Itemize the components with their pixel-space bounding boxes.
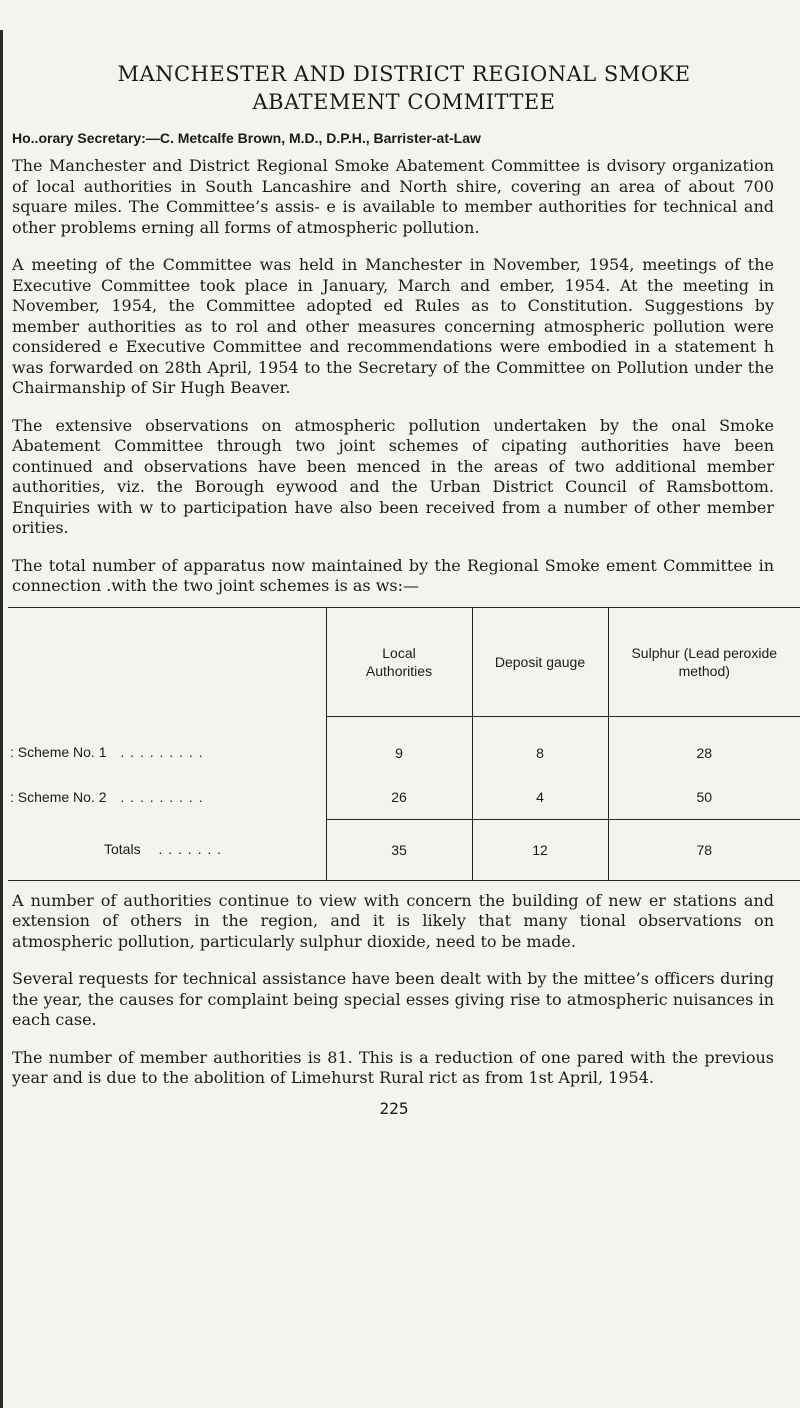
scheme-2-label: : Scheme No. 2 [10, 788, 107, 805]
row-label [8, 775, 326, 820]
scheme-1-deposit-gauge: 8 [472, 716, 608, 775]
scheme-1-sulphur: 28 [608, 716, 800, 775]
totals-sulphur: 78 [608, 819, 800, 880]
leader-dots: . . . . . . . [158, 841, 223, 858]
scheme-2-local-authorities: 26 [326, 775, 472, 820]
scheme-2-deposit-gauge: 4 [472, 775, 608, 820]
table-header-row [8, 607, 800, 716]
header-sulphur: Sulphur (Lead peroxide method) [608, 607, 800, 716]
paragraph-meetings: A meeting of the Committee was held in Manchester in November, 1954, meetings of the Executive Committee took place in January, March and ember, 1954. At the meeting in November, 1954, the Committee adopted ed Rules as to Constitution. Suggestions by member authorities as to rol and other measures concerning atmospheric pollution were considered e Executive Committee and recommendations were embodied in a statement h was forwarded on 28th April, 1954 to the Secretary of the Committee on Pollution under the Chairmanship of Sir Hugh Beaver. [12, 255, 774, 397]
header-local-authorities: Local Authorities [326, 607, 472, 716]
title-line-2: ABATEMENT COMMITTEE [252, 90, 556, 114]
paragraph-member-authorities: The number of member authorities is 81. This is a reduction of one pared with the previous year and is due to the abolition of Limehurst Rural rict as from 1st April, 1954. [12, 1047, 774, 1087]
scheme-1-label: : Scheme No. 1 [10, 744, 107, 761]
table-row [8, 716, 800, 775]
scheme-1-local-authorities: 9 [326, 716, 472, 775]
paragraph-advisory: The Manchester and District Regional Smoke Abatement Committee is dvisory organization of local authorities in South Lancashire and North shire, covering an area of about 700 square miles. The Committee’s assis- e is available to member authorities for technical and other problems erning all forms of atmospheric pollution. [12, 156, 774, 237]
totals-local-authorities: 35 [326, 819, 472, 880]
apparatus-table [8, 607, 800, 881]
row-label [8, 716, 326, 775]
table-totals-row [8, 819, 800, 880]
paragraph-power-stations: A number of authorities continue to view with concern the building of new er stations and extension of others in the region, and it is likely that many tional observations on atmospheric pollution, particularly sulphur dioxide, need to be made. [12, 890, 774, 951]
paragraph-technical-assistance: Several requests for technical assistance have been dealt with by the mittee’s officers during the year, the causes for complaint being special esses giving rise to atmospheric nuisances in each case. [12, 969, 774, 1029]
title-line-1: MANCHESTER AND DISTRICT REGIONAL SMOKE [117, 62, 691, 86]
scheme-2-sulphur: 50 [608, 775, 800, 820]
totals-label: Totals [104, 841, 141, 858]
header-empty [8, 607, 326, 716]
totals-deposit-gauge: 12 [472, 819, 608, 880]
page-number: 225 [379, 1098, 409, 1118]
leader-dots: . . . . . . . . . [120, 788, 204, 805]
leader-dots: . . . . . . . . . [120, 744, 204, 761]
totals-label-cell [8, 819, 326, 880]
header-deposit-gauge: Deposit gauge [472, 607, 608, 716]
paragraph-observations: The extensive observations on atmospheric pollution undertaken by the onal Smoke Abatement Committee through two joint schemes of cipating authorities have been continued and observations have been menced in the areas of two additional member authorities, viz. the Borough eywood and the Urban District Council of Ramsbottom. Enquiries with w to participation have also been received from a number of other member orities. [12, 415, 774, 537]
honorary-secretary-line: Ho..orary Secretary:—C. Metcalfe Brown, M.D., D.P.H., Barrister-at-Law [12, 130, 481, 146]
table-row [8, 775, 800, 820]
document-page [8, 0, 800, 1118]
document-title [8, 60, 800, 116]
paragraph-apparatus: The total number of apparatus now maintained by the Regional Smoke ement Committee in connection .with the two joint schemes is as ws:— [12, 555, 774, 595]
page-left-edge [0, 30, 3, 1408]
